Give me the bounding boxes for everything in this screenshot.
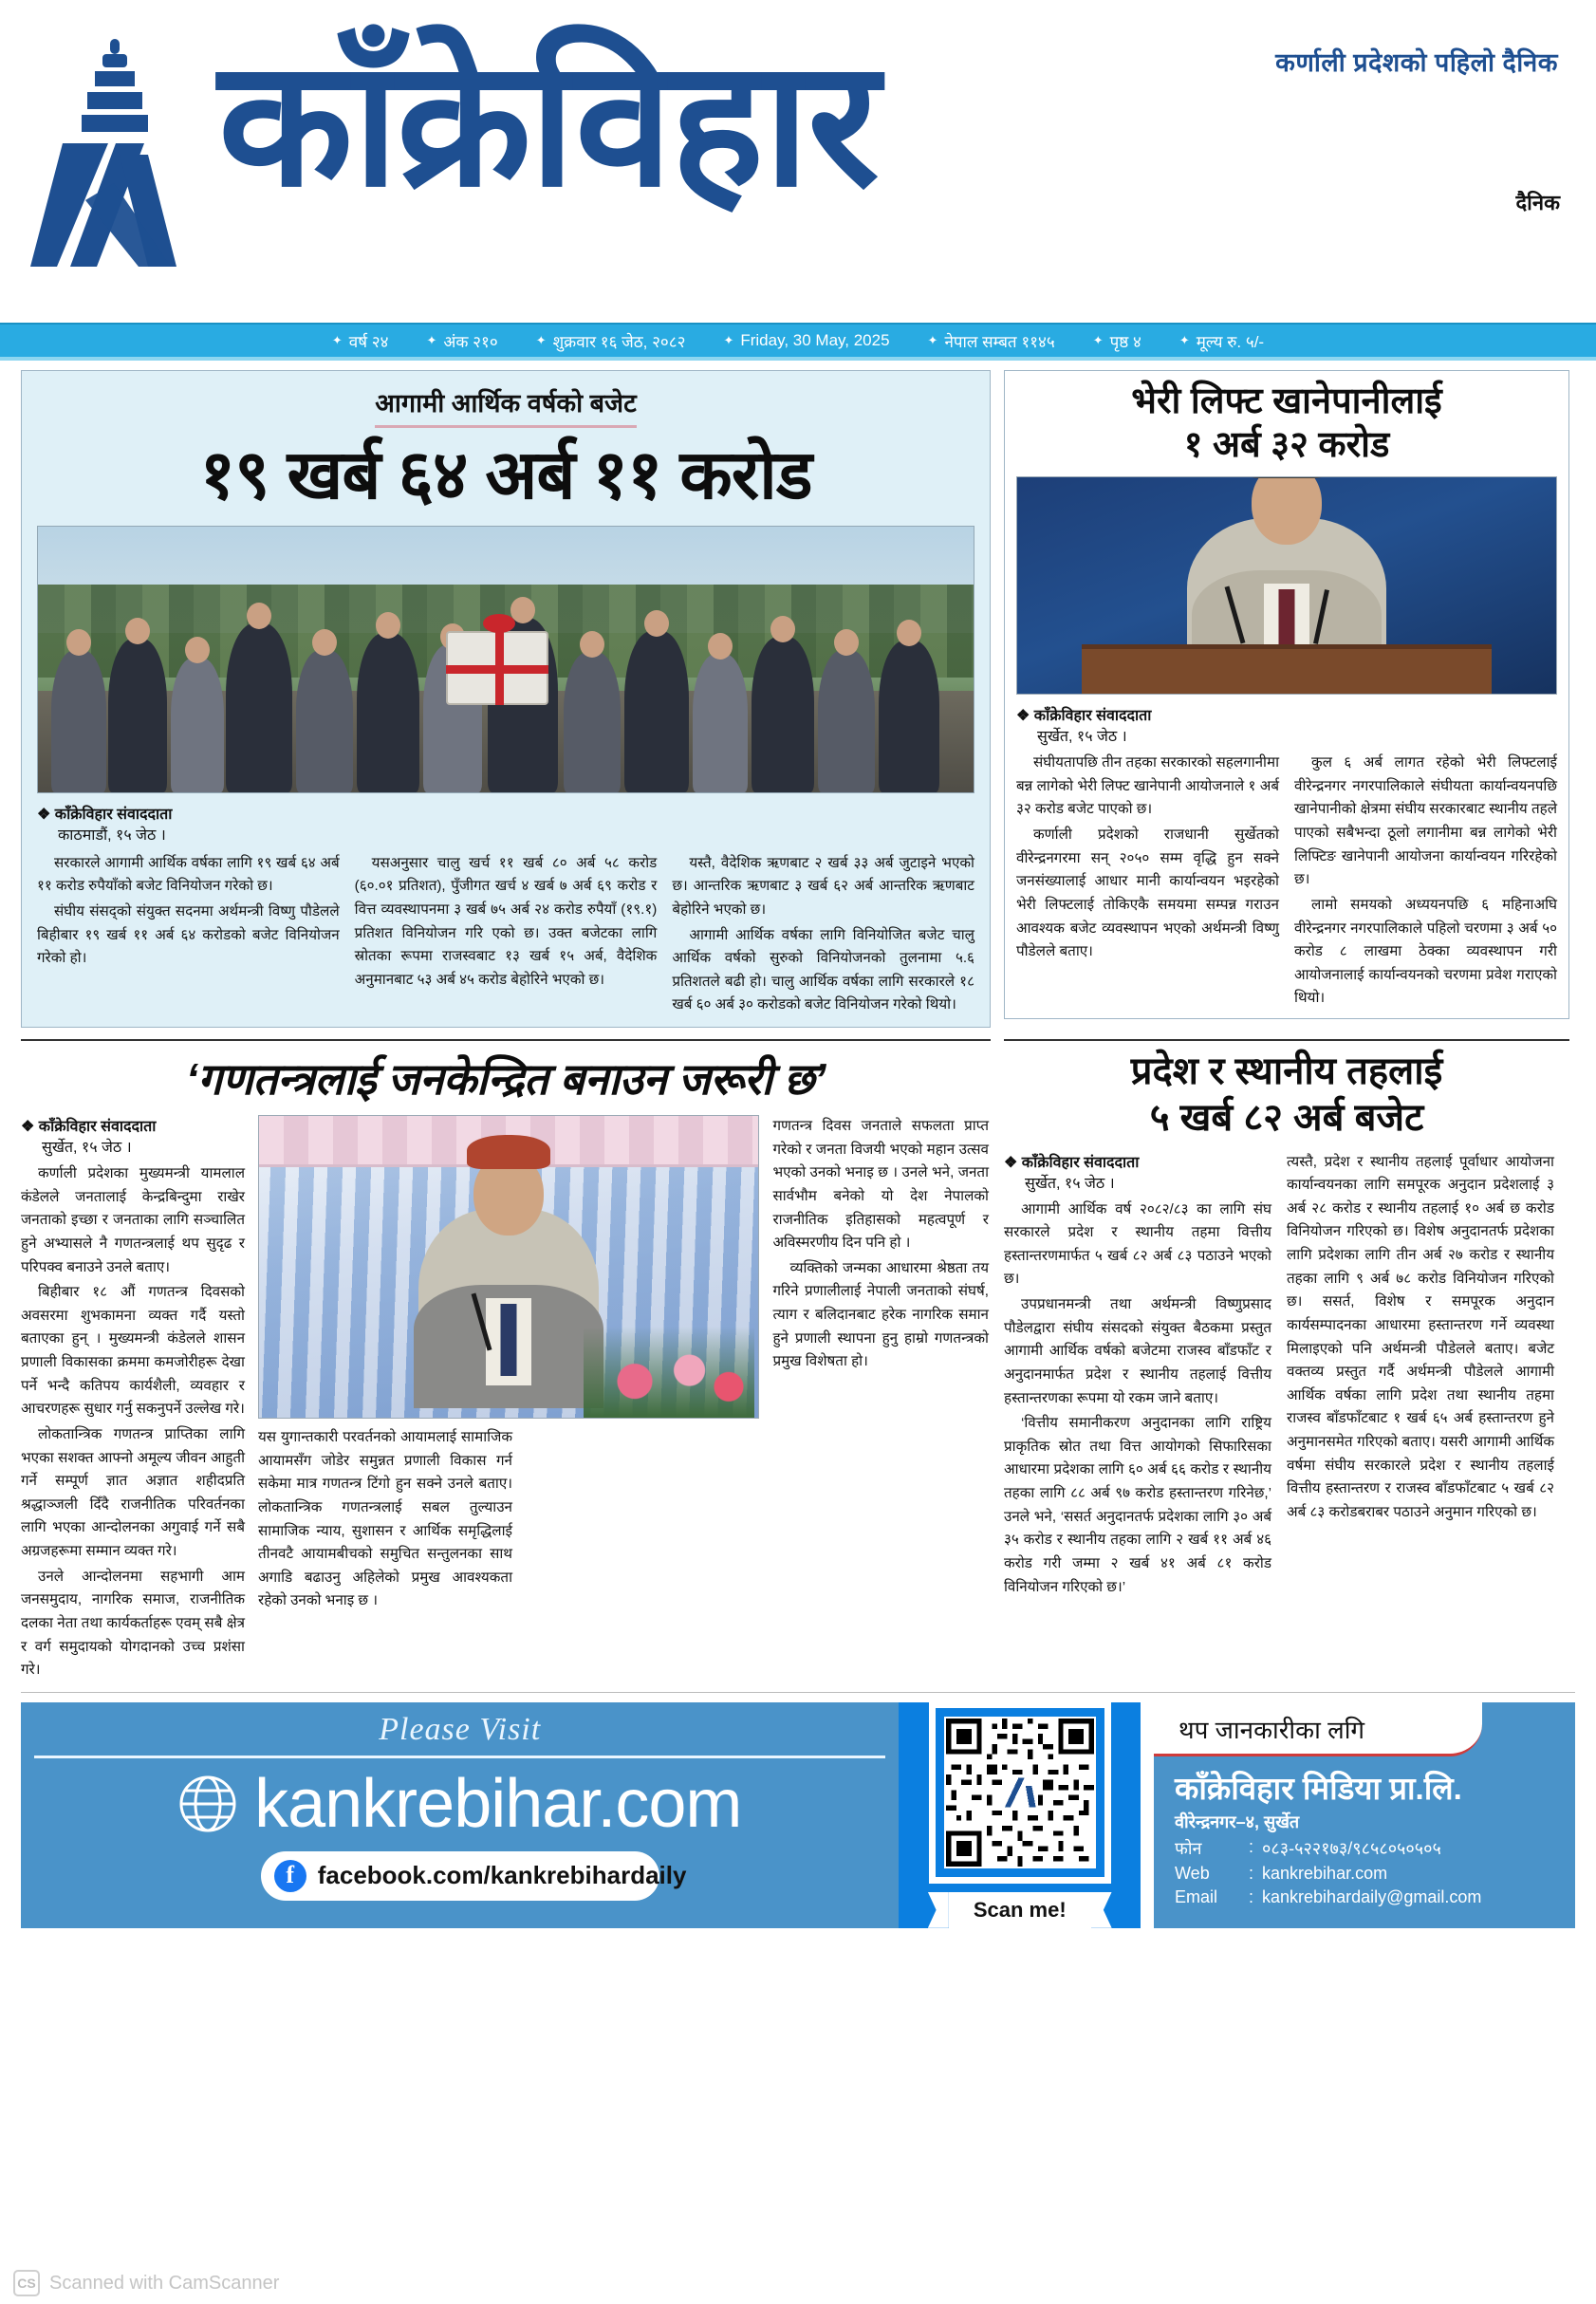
- info-item-label: शुक्रवार १६ जेठ, २०८२: [552, 332, 686, 351]
- qr-code[interactable]: [936, 1708, 1104, 1877]
- lead-headline: १९ खर्ब ६४ अर्ब ११ करोड: [199, 437, 812, 513]
- side-paragraph: संघीयतापछि तीन तहका सरकारको सहलगानीमा बन्न लागेको भेरी लिफ्ट खानेपानी आयोजनाले १ अर्ब ३२ करोड बजेट पाएको छ।: [1016, 754, 1279, 818]
- lead-paragraph: आगामी आर्थिक वर्षका लागि विनियोजित बजेट चालु आर्थिक वर्षको सुरुको विनियोजनको तुलनामा ५.६ प्रतिशतले बढी हो। चालु आर्थिक वर्षका लागि सरकारले १८ खर्ब ६० अर्ब ३० करोडको बजेट विनियोजन गरेको थियो।: [672, 926, 974, 1013]
- contact-sep: :: [1249, 1836, 1254, 1856]
- story-three-paragraph: लोकतान्त्रिक गणतन्त्र प्राप्तिका लागि भएका सशक्त आफ्नो अमूल्य जीवन आहुती गर्ने सम्पूर्ण ज्ञात अज्ञात शहीदप्रति श्रद्धाञ्जली दिँदै राजनीतिक परिवर्तनका लागि भएका आन्दोलनका अगुवाई गर्ने सबै अग्रजहरूमा सम्मान व्यक्त गरे।: [21, 1425, 245, 1559]
- contact-tab-label: थप जानकारीका लगि: [1154, 1702, 1482, 1756]
- stupa-k-logo-icon: [28, 31, 218, 269]
- story-three-body-a: [21, 1162, 245, 1682]
- story-three-layout: [21, 1115, 991, 1684]
- story-four: [1004, 1039, 1569, 1684]
- website-url-line[interactable]: [21, 1765, 899, 1842]
- story-three-photo: [258, 1115, 759, 1419]
- story-four-body-a: [1004, 1198, 1271, 1600]
- lead-dateline: काठमाडौं, १५ जेठ ।: [58, 827, 166, 844]
- story-four-paragraph: उपप्रधानमन्त्री तथा अर्थमन्त्री विष्णुप्रसाद पौडेलद्वारा संघीय संसदको संयुक्त बैठकमा प्रस्तुत आगामी आर्थिक वर्षको बजेटमा राजस्व बाँडफाँट र अनुदानमार्फत प्रदेश र स्थानीय तहलाई वित्तीय हस्तान्तरणका रूपमा यो रकम जाने बताए।: [1004, 1296, 1271, 1406]
- info-bar: [0, 323, 1596, 357]
- diamond-icon: ✦: [535, 333, 547, 347]
- contact-key: फोन: [1175, 1838, 1202, 1858]
- side-headline: [1016, 381, 1557, 467]
- diamond-icon: ✦: [723, 333, 734, 347]
- qr-code-graphic: [946, 1719, 1094, 1867]
- story-four-headline: [1004, 1049, 1569, 1142]
- info-item-label: Friday, 30 May, 2025: [740, 331, 890, 349]
- website-url[interactable]: kankrebihar.com: [254, 1765, 742, 1842]
- daily-label: दैनिक: [1515, 190, 1560, 214]
- side-headline-line2: १ अर्ब ३२ करोड: [1183, 424, 1390, 465]
- story-three-paragraph: यस युगान्तकारी परवर्तनको आयामलाई सामाजिक आयामसँग जोडेर समुन्नत प्रणाली विकास गर्न सकेमा मात्र गणतन्त्र टिंगो हुन सक्ने उनले बताए। लोकतान्त्रिक गणतन्त्रलाई सबल तुल्याउन सामाजिक न्याय, सुशासन र आर्थिक समृद्धिलाई तीनवटै आयामबीचको समुचित सन्तुलनका साथ अगाडि बढाउनु अहिलेको प्रमुख आवश्यकता रहेको उनको भनाइ छ ।: [258, 1429, 512, 1609]
- podium: [1082, 644, 1492, 694]
- story-four-dateline: सुर्खेत, १५ जेठ ।: [1025, 1175, 1115, 1192]
- story-four-paragraph: आगामी आर्थिक वर्ष २०८२/८३ का लागि संघ सरकारले प्रदेश र स्थानीय तहमा वित्तीय हस्तान्तरणमार्फत ५ खर्ब ८२ अर्ब ८३ पठाउने भएको छ।: [1004, 1200, 1271, 1288]
- info-item-nepali-date: [517, 330, 705, 352]
- info-item-label: वर्ष २४: [348, 332, 389, 351]
- info-item-english-date: [704, 331, 908, 350]
- story-four-byline: ❖ काँक्रेविहार संवाददाता: [1004, 1154, 1140, 1171]
- contact-key: Email: [1175, 1886, 1218, 1906]
- info-item-nepal-sambat: [909, 330, 1074, 352]
- contact-row-email[interactable]: [1175, 1887, 1558, 1907]
- lead-byline: ❖ काँक्रेविहार संवाददाता: [37, 806, 173, 823]
- contact-sep: :: [1249, 1863, 1254, 1883]
- advert-divider: [34, 1756, 885, 1758]
- masthead-title-wrap: [218, 8, 1568, 222]
- info-item-label: मूल्य रु. ५/-: [1196, 332, 1265, 351]
- diamond-icon: ✦: [426, 333, 437, 347]
- side-story-box: [1004, 370, 1569, 1019]
- masthead: [0, 0, 1596, 323]
- story-three-paragraph: व्यक्तिको जन्मका आधारमा श्रेष्ठता तय गरिने प्रणालीलाई नेपाली जनताको संघर्ष, त्याग र बलिदानबाट हरेक नागरिक समान हुने प्रणाली स्थापना हुनु हाम्रो गणतन्त्रको प्रमुख विशेषता हो।: [772, 1259, 989, 1370]
- story-three-paragraph: गणतन्त्र दिवस जनताले सफलता प्राप्त गरेको र जनता विजयी भएको महान उत्सव भएको उनको भनाइ छ । उनले भने, जनता सार्वभौम बनेको यो देश नेपालको राजनीतिक इतिहासको महत्वपूर्ण र अविस्मरणीय दिन पनि हो ।: [772, 1118, 989, 1252]
- side-paragraph: कर्णाली प्रदेशको राजधानी सुर्खेतको वीरेन्द्रनगरमा सन् २०५० सम्म वृद्धि हुन सक्ने जनसंख्यालाई आधार मानी कार्यान्वयन भइरहेको भेरी लिफ्टलाई तोकिएकै समयमा सम्पन्न गराउन आवश्यक बजेट व्यवस्थापन भएको अर्थमन्त्री विष्णु पौडेलले बताए।: [1016, 827, 1279, 960]
- side-paragraph: कुल ६ अर्ब लागत रहेको भेरी लिफ्टलाई वीरेन्द्रनगर नगरपालिकाले संघीयता कार्यान्वयनपछि खानेपानीको क्षेत्रमा संघीय सरकारबाट स्थानीय तहले पाएको सबैभन्दा ठूलो लगानीमा बन्न लागेको भेरी लिफ्टिङ खानेपानी आयोजना कार्यान्वयन गरिरहेको छ।: [1294, 754, 1557, 888]
- paper-name: काँक्रेविहार: [218, 27, 878, 222]
- contact-body: [1154, 1756, 1575, 1915]
- story-three-right-block: [258, 1115, 989, 1684]
- website-advert[interactable]: [21, 1702, 899, 1928]
- story-three-paragraph: उनले आन्दोलनमा सहभागी आम जनसमुदाय, नागरिक समाज, राजनीतिक दलका नेता तथा कार्यकर्ताहरू एवम् सबै क्षेत्र र वर्ग समुदायको योगदानको उच्च प्रशंसा गरे।: [21, 1568, 245, 1679]
- side-story: [1004, 370, 1569, 1028]
- story-three-col1: [21, 1115, 245, 1684]
- contact-sep: :: [1249, 1886, 1254, 1906]
- story-three-dateline: सुर्खेत, १५ जेठ ।: [42, 1140, 132, 1156]
- contact-advert: [1141, 1702, 1575, 1928]
- camscanner-watermark: [13, 2270, 279, 2296]
- contact-key: Web: [1175, 1863, 1210, 1883]
- facebook-link[interactable]: [261, 1851, 687, 1901]
- contact-card: [1154, 1702, 1575, 1928]
- top-section: [0, 361, 1596, 1028]
- contact-value: ०८३-५२२१७३/९८५८०५०५०५: [1262, 1838, 1441, 1858]
- globe-icon: [178, 1774, 237, 1833]
- contact-value[interactable]: kankrebihar.com: [1262, 1863, 1388, 1883]
- byline-bullet-icon: ❖: [1016, 708, 1030, 725]
- story-three-headline: ‘गणतन्त्रलाई जनकेन्द्रित बनाउन जरूरी छ’: [185, 1054, 826, 1104]
- lead-body: [37, 852, 974, 1017]
- camscanner-badge: CS: [13, 2270, 40, 2296]
- story-three-body-c: [526, 1426, 989, 1427]
- byline-bullet-icon: ❖: [1004, 1154, 1018, 1171]
- story-four-paragraph: ‘वित्तीय समानीकरण अनुदानका लागि राष्ट्रिय प्राकृतिक स्रोत तथा वित्त आयोगको सिफारिसका आधारमा प्रदेशका लागि ६० अर्ब ६६ करोड र स्थानीय तहका लागि ८८ अर्ब ९७ करोड हस्तान्तरण गरिनेछ,’ उनले भने, ‘ससर्त अनुदानतर्फ प्रदेशका लागि ३० अर्ब ३५ करोड र स्थानीय तहका लागि २ खर्ब ११ अर्ब ४६ करोड गरी जम्मा २ खर्ब ४१ अर्ब ८१ करोड विनियोजन गरिएको छ।’: [1004, 1415, 1271, 1595]
- facebook-url[interactable]: facebook.com/kankrebihardaily: [317, 1861, 687, 1890]
- byline-bullet-icon: ❖: [37, 806, 51, 823]
- lead-kicker-wrap: [37, 384, 974, 428]
- facebook-icon: [274, 1860, 306, 1892]
- lead-paragraph: यस्तै, वैदेशिक ऋणबाट २ खर्ब ३३ अर्ब जुटाइने भएको छ। आन्तरिक ऋणबाट ३ खर्ब ६२ अर्ब आन्तरिक ऋणबाट बेहोरिने भएको छ।: [672, 854, 974, 918]
- info-item-issue: [407, 330, 516, 352]
- story-four-paragraph: त्यस्तै, प्रदेश र स्थानीय तहलाई पूर्वाधार आयोजना कार्यान्वयनका लागि समपूरक अनुदान प्रदेशलाई ३ अर्ब २८ करोड र स्थानीय तहलाई १० अर्ब छ करोड विनियोजन गरिएको छ। विशेष अनुदानतर्फ प्रदेशका लागि प्रदेशका लागि तीन अर्ब २७ करोड र स्थानीय तहका लागि ९ अर्ब ७८ करोड विनियोजन गरिएको छ। ससर्त, विशेष र समपूरक अनुदान कार्यसम्पादनका आधारमा हस्तान्तरण गर्ने व्यवस्था मिलाइएको पनि अर्थमन्त्री पौडेलले बताए। बजेट वक्तव्य प्रस्तुत गर्दै अर्थमन्त्री पौडेलले आगामी आर्थिक वर्षका लागि प्रदेश तथा स्थानीय तहमा राजस्व बाँडफाँटबाट १ खर्ब ६५ अर्ब हस्तान्तरण हुने अनुमानसमेत गरिएको बताए। यसरी आगामी आर्थिक वर्षमा संघीय सरकारले प्रदेश र स्थानीय तहलाई वित्तीय हस्तान्तरण र राजस्व बाँडफाँटबाट ५ खर्ब ८२ अर्ब ८३ करोडबराबर पठाउने अनुमान गरिएको छ।: [1287, 1153, 1554, 1520]
- masthead-tagline: कर्णाली प्रदेशको पहिलो दैनिक: [1275, 48, 1558, 77]
- story-four-col1: [1004, 1151, 1271, 1602]
- lead-photo: [37, 526, 974, 793]
- info-item-label: नेपाल सम्बत ११४५: [944, 332, 1055, 351]
- story-three-body-b: [258, 1426, 512, 1613]
- story-three-col4: [772, 1115, 989, 1419]
- diamond-icon: ✦: [927, 333, 938, 347]
- story-three-paragraph: कर्णाली प्रदेशका मुख्यमन्त्री यामलाल कंडेलले जनतालाई केन्द्रबिन्दुमा राखेर जनताको इच्छा र जनताका लागि सञ्चालित हुने अभ्यासले नै गणतन्त्रलाई थप सुदृढ र परिपक्व बनाउने उनले बताए।: [21, 1165, 245, 1275]
- crowd-group: [38, 601, 974, 792]
- second-section: [0, 1028, 1596, 1684]
- flower-arrangement: [584, 1327, 754, 1418]
- qr-advert[interactable]: [899, 1702, 1141, 1928]
- story-three-byline: ❖ काँक्रेविहार संवाददाता: [21, 1119, 157, 1135]
- advert-section: [0, 1693, 1596, 1928]
- diamond-icon: ✦: [331, 333, 343, 347]
- story-four-body-b: [1287, 1151, 1554, 1525]
- contact-value[interactable]: kankrebihardaily@gmail.com: [1262, 1886, 1482, 1906]
- contact-row-phone: [1175, 1837, 1558, 1860]
- info-item-pages: [1074, 330, 1160, 352]
- story-three: [21, 1039, 991, 1684]
- story-four-headline-line2: ५ खर्ब ८२ अर्ब बजेट: [1149, 1096, 1424, 1139]
- company-address: वीरेन्द्रनगर–४, सुर्खेत: [1175, 1812, 1300, 1831]
- side-dateline: सुर्खेत, १५ जेठ ।: [1037, 729, 1127, 746]
- story-three-body-d: [772, 1115, 989, 1374]
- contact-row-web[interactable]: [1175, 1864, 1558, 1884]
- scan-me-label: Scan me!: [949, 1892, 1091, 1928]
- side-body: [1016, 752, 1557, 1011]
- lead-paragraph: संघीय संसद्को संयुक्त सदनमा अर्थमन्त्री विष्णु पौडेलले बिहीबार १९ खर्ब ११ अर्ब ६४ करोडको बजेट विनियोजन गरेको हो।: [37, 902, 340, 967]
- lead-kicker: आगामी आर्थिक वर्षको बजेट: [375, 384, 636, 428]
- lead-paragraph: यसअनुसार चालु खर्च ११ खर्ब ८० अर्ब ५८ करोड (६०.०१ प्रतिशत), पुँजीगत खर्च ४ खर्ब ७ अर्ब ६९ करोड र वित्त व्यवस्थापनमा ३ खर्ब ७५ अर्ब २४ करोड रुपैयाँ (१९.१) प्रतिशत विनियोजन गरि एको छ। उक्त बजेटका लागि स्रोतका रूपमा राजस्वबाट १३ खर्ब १५ अर्ब, वैदेशिक अनुमानबाट ५३ अर्ब ४५ करोड बेहोरिने भएको छ।: [354, 854, 658, 988]
- side-paragraph: लामो समयको अध्ययनपछि ६ महिनाअघि वीरेन्द्रनगर नगरपालिकाले पहिलो चरणमा ३ अर्ब ५० करोड ८ लाखमा ठेक्का व्यवस्थापन गरी आयोजनालाई कार्यान्वयनको चरणमा प्रवेश गराएको थियो।: [1294, 896, 1557, 1007]
- info-item-price: [1160, 330, 1283, 352]
- lead-paragraph: सरकारले आगामी आर्थिक वर्षका लागि १९ खर्ब ६४ अर्ब ११ करोड रुपैयाँको बजेट विनियोजन गरेको छ।: [37, 854, 340, 895]
- info-item-label: पृष्ठ ४: [1109, 332, 1141, 351]
- story-four-headline-line1: प्रदेश र स्थानीय तहलाई: [1130, 1050, 1443, 1092]
- camscanner-text: Scanned with CamScanner: [49, 2272, 280, 2294]
- lead-story-box: [21, 370, 991, 1028]
- story-four-col2: [1287, 1151, 1554, 1602]
- please-visit-label: Please Visit: [379, 1711, 542, 1747]
- side-byline: ❖ काँक्रेविहार संवाददाता: [1016, 708, 1152, 725]
- story-three-paragraph: बिहीबार १८ औं गणतन्त्र दिवसको अवसरमा शुभकामना व्यक्त गर्दै यस्तो बताएका हुन् । मुख्यमन्त्री कंडेलले शासन प्रणाली विकासका क्रममा कमजोरीहरू देखा पर्ने भन्दै कतिपय कार्यशैली, व्यवहार र आचरणहरू सुधार गर्नु सकनुपर्ने उल्लेख गरे।: [21, 1284, 245, 1418]
- budget-briefcase: [446, 631, 548, 705]
- lead-story: [21, 370, 991, 1028]
- side-headline-line1: भेरी लिफ्ट खानेपानीलाई: [1131, 381, 1442, 421]
- diamond-icon: ✦: [1178, 333, 1190, 347]
- info-item-label: अंक २१०: [443, 332, 498, 351]
- info-item-year: [313, 330, 408, 352]
- byline-bullet-icon: ❖: [21, 1119, 35, 1135]
- company-name: काँक्रेविहार मिडिया प्रा.लि.: [1175, 1770, 1462, 1806]
- side-photo: [1016, 476, 1557, 695]
- diamond-icon: ✦: [1092, 333, 1104, 347]
